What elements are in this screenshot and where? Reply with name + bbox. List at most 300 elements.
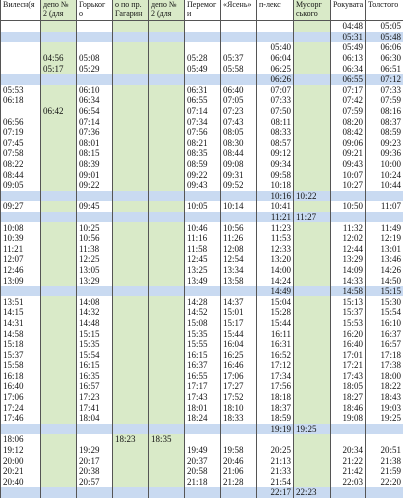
time-cell: 07:19 [1, 127, 41, 138]
time-cell: 16:31 [257, 339, 294, 350]
time-cell: 12:54 [221, 254, 257, 265]
time-cell [366, 191, 403, 202]
time-cell [149, 402, 185, 413]
time-cell [113, 233, 149, 244]
time-cell: 09:45 [77, 201, 113, 212]
time-cell: 19:08 [331, 413, 366, 424]
time-cell: 18:37 [257, 402, 294, 413]
time-cell: 18:33 [221, 413, 257, 424]
time-cell: 11:38 [77, 243, 113, 254]
time-cell: 06:54 [77, 106, 113, 117]
time-cell: 22:17 [257, 487, 294, 498]
time-cell: 11:32 [331, 222, 366, 233]
time-cell: 08:44 [1, 169, 41, 180]
time-cell [113, 392, 149, 403]
time-cell [366, 212, 403, 223]
time-cell [185, 32, 221, 43]
time-cell [294, 74, 331, 85]
time-cell [113, 307, 149, 318]
time-cell [113, 487, 149, 498]
time-cell: 21:18 [185, 477, 221, 488]
time-cell [41, 402, 77, 413]
time-cell [294, 32, 331, 43]
time-cell [149, 21, 185, 32]
time-cell: 07:33 [366, 85, 403, 96]
column-header: депо № 2 (для [149, 0, 185, 21]
time-cell: 19:12 [1, 445, 41, 456]
time-cell: 08:16 [366, 106, 403, 117]
time-cell [113, 95, 149, 106]
time-cell: 16:52 [257, 349, 294, 360]
time-cell: 18:05 [331, 381, 366, 392]
time-cell [113, 360, 149, 371]
time-cell: 13:29 [331, 254, 366, 265]
time-cell: 10:44 [366, 180, 403, 191]
time-cell: 06:34 [331, 63, 366, 74]
table-row [1, 339, 403, 350]
time-cell: 13:09 [1, 275, 41, 286]
time-cell: 09:22 [77, 180, 113, 191]
table-row [1, 265, 403, 276]
column-header: о по пр. Гагарин [113, 0, 149, 21]
time-cell [1, 424, 41, 435]
table-row [1, 243, 403, 254]
time-cell: 05:48 [366, 32, 403, 43]
time-cell: 09:01 [77, 169, 113, 180]
time-cell: 05:31 [331, 32, 366, 43]
time-cell [185, 424, 221, 435]
time-cell [294, 307, 331, 318]
time-cell [41, 42, 77, 53]
time-cell: 15:08 [185, 318, 221, 329]
time-cell: 15:01 [221, 307, 257, 318]
time-cell [221, 424, 257, 435]
time-cell: 18:18 [257, 392, 294, 403]
time-cell [149, 212, 185, 223]
time-cell: 10:46 [185, 222, 221, 233]
time-cell: 17:34 [257, 371, 294, 382]
time-cell: 14:24 [257, 275, 294, 286]
time-cell: 15:18 [1, 339, 41, 350]
time-cell: 16:55 [185, 371, 221, 382]
time-cell [113, 53, 149, 64]
time-cell: 08:35 [185, 148, 221, 159]
time-cell: 05:49 [331, 42, 366, 53]
time-cell [149, 328, 185, 339]
time-cell: 16:46 [221, 360, 257, 371]
time-cell [113, 275, 149, 286]
time-cell [331, 424, 366, 435]
time-cell: 18:00 [366, 371, 403, 382]
time-cell [41, 392, 77, 403]
time-cell [294, 455, 331, 466]
time-cell: 21:38 [366, 455, 403, 466]
table-row [1, 275, 403, 286]
time-cell [149, 371, 185, 382]
time-cell: 10:08 [1, 222, 41, 233]
time-cell [113, 413, 149, 424]
time-cell [113, 424, 149, 435]
time-cell: 08:57 [257, 138, 294, 149]
time-cell: 15:53 [331, 318, 366, 329]
time-cell [77, 32, 113, 43]
time-cell: 12:07 [1, 254, 41, 265]
time-cell [149, 381, 185, 392]
time-cell [1, 32, 41, 43]
column-header: депо № 2 (для [41, 0, 77, 21]
time-cell: 05:53 [1, 85, 41, 96]
time-cell [149, 392, 185, 403]
time-cell [149, 74, 185, 85]
time-cell: 10:00 [366, 159, 403, 170]
time-cell: 20:46 [221, 455, 257, 466]
table-row [1, 445, 403, 456]
time-cell: 14:49 [257, 286, 294, 297]
table-row [1, 307, 403, 318]
time-cell: 05:17 [41, 63, 77, 74]
table-row [1, 477, 403, 488]
time-cell: 06:25 [257, 63, 294, 74]
time-cell [221, 74, 257, 85]
time-cell [41, 254, 77, 265]
table-row [1, 318, 403, 329]
time-cell: 18:06 [1, 434, 41, 445]
time-cell [1, 191, 41, 202]
time-cell: 17:01 [331, 349, 366, 360]
time-cell: 15:15 [366, 286, 403, 297]
time-cell: 07:50 [257, 106, 294, 117]
time-cell: 07:43 [221, 116, 257, 127]
time-cell: 11:16 [185, 233, 221, 244]
table-row [1, 392, 403, 403]
time-cell: 20:17 [77, 455, 113, 466]
time-cell [294, 21, 331, 32]
table-row [1, 360, 403, 371]
time-cell [1, 42, 41, 53]
time-cell: 14:31 [1, 318, 41, 329]
time-cell: 17:21 [331, 360, 366, 371]
time-cell [113, 63, 149, 74]
time-cell [294, 148, 331, 159]
time-cell: 10:05 [185, 201, 221, 212]
time-cell: 09:06 [331, 138, 366, 149]
time-cell [113, 466, 149, 477]
time-cell: 07:23 [221, 106, 257, 117]
time-cell: 15:44 [257, 318, 294, 329]
time-cell [294, 434, 331, 445]
time-cell: 18:04 [77, 413, 113, 424]
time-cell: 16:25 [221, 349, 257, 360]
time-cell: 07:45 [1, 138, 41, 149]
time-cell [113, 106, 149, 117]
time-cell: 19:25 [294, 424, 331, 435]
time-cell [113, 222, 149, 233]
table-row [1, 296, 403, 307]
time-cell [149, 307, 185, 318]
time-cell: 20:34 [331, 445, 366, 456]
time-cell: 08:39 [77, 159, 113, 170]
time-cell [294, 349, 331, 360]
time-cell: 18:01 [185, 402, 221, 413]
time-cell [1, 286, 41, 297]
time-cell [41, 381, 77, 392]
table-row [1, 169, 403, 180]
time-cell [41, 138, 77, 149]
time-cell: 19:58 [221, 445, 257, 456]
time-cell: 15:44 [221, 328, 257, 339]
time-cell: 16:40 [331, 339, 366, 350]
time-cell [41, 74, 77, 85]
time-cell: 09:58 [257, 169, 294, 180]
time-cell: 15:13 [331, 296, 366, 307]
time-cell [41, 328, 77, 339]
time-cell: 09:43 [331, 159, 366, 170]
time-cell [185, 286, 221, 297]
time-cell: 18:10 [221, 402, 257, 413]
time-cell [294, 265, 331, 276]
column-header: Рокувата [331, 0, 366, 21]
time-cell [257, 434, 294, 445]
time-cell [221, 191, 257, 202]
time-cell [41, 318, 77, 329]
time-cell: 15:04 [257, 296, 294, 307]
time-cell: 18:43 [366, 392, 403, 403]
time-cell: 13:01 [366, 243, 403, 254]
time-cell [257, 21, 294, 32]
time-cell [41, 148, 77, 159]
time-cell [113, 254, 149, 265]
time-cell: 06:34 [77, 95, 113, 106]
time-cell: 21:42 [331, 466, 366, 477]
time-cell: 07:58 [1, 148, 41, 159]
time-cell [149, 296, 185, 307]
time-cell: 11:23 [257, 222, 294, 233]
time-cell: 10:16 [257, 191, 294, 202]
time-cell [41, 169, 77, 180]
time-cell [149, 95, 185, 106]
time-cell [221, 32, 257, 43]
time-cell [1, 106, 41, 117]
time-cell: 17:56 [257, 381, 294, 392]
time-cell [113, 349, 149, 360]
time-cell [113, 138, 149, 149]
time-cell: 08:05 [221, 127, 257, 138]
time-cell: 16:15 [77, 360, 113, 371]
column-header: «Ясень» [221, 0, 257, 21]
time-cell [41, 233, 77, 244]
table-row [1, 222, 403, 233]
time-cell: 20:37 [185, 455, 221, 466]
table-row [1, 434, 403, 445]
time-cell [221, 212, 257, 223]
table-row [1, 180, 403, 191]
time-cell [41, 296, 77, 307]
table-row [1, 424, 403, 435]
table-row [1, 85, 403, 96]
time-cell [149, 339, 185, 350]
time-cell: 16:18 [1, 371, 41, 382]
time-cell [113, 180, 149, 191]
time-cell: 06:13 [331, 53, 366, 64]
time-cell [41, 243, 77, 254]
time-cell [41, 445, 77, 456]
time-cell: 18:23 [113, 434, 149, 445]
time-cell: 10:22 [294, 191, 331, 202]
time-cell [41, 434, 77, 445]
time-cell: 09:23 [366, 138, 403, 149]
time-cell: 13:25 [185, 265, 221, 276]
column-header: Горьког о [77, 0, 113, 21]
time-cell: 06:04 [257, 53, 294, 64]
time-cell [41, 371, 77, 382]
time-cell: 15:58 [1, 360, 41, 371]
time-cell [185, 212, 221, 223]
time-cell: 08:37 [366, 116, 403, 127]
time-cell: 05:58 [221, 63, 257, 74]
time-cell [294, 159, 331, 170]
time-cell: 10:56 [77, 233, 113, 244]
column-header: Мусорг ського [294, 0, 331, 21]
table-row [1, 212, 403, 223]
time-cell: 07:59 [331, 106, 366, 117]
time-cell [149, 413, 185, 424]
time-cell [113, 191, 149, 202]
time-cell [1, 74, 41, 85]
time-cell [149, 424, 185, 435]
time-cell [113, 445, 149, 456]
time-cell: 07:33 [257, 95, 294, 106]
column-header: п-лекс [257, 0, 294, 21]
time-cell [149, 254, 185, 265]
time-cell: 11:26 [221, 233, 257, 244]
time-cell [331, 487, 366, 498]
time-cell: 10:41 [257, 201, 294, 212]
time-cell [149, 106, 185, 117]
time-cell: 12:02 [331, 233, 366, 244]
column-header: Перемог и [185, 0, 221, 21]
time-cell: 06:31 [185, 85, 221, 96]
time-cell: 13:49 [185, 275, 221, 286]
time-cell: 15:37 [1, 349, 41, 360]
time-cell [41, 116, 77, 127]
time-cell [41, 265, 77, 276]
table-row [1, 106, 403, 117]
time-cell: 07:34 [185, 116, 221, 127]
time-cell [1, 21, 41, 32]
time-cell: 17:24 [1, 402, 41, 413]
time-cell [294, 201, 331, 212]
time-cell: 14:26 [366, 265, 403, 276]
time-cell [1, 212, 41, 223]
time-cell [331, 191, 366, 202]
time-cell: 12:25 [77, 254, 113, 265]
time-cell [149, 318, 185, 329]
time-cell: 11:49 [366, 222, 403, 233]
time-cell [41, 487, 77, 498]
time-cell: 08:30 [221, 138, 257, 149]
time-cell: 09:27 [1, 201, 41, 212]
time-cell [41, 466, 77, 477]
time-cell: 20:21 [1, 466, 41, 477]
time-cell [113, 127, 149, 138]
time-cell: 21:59 [366, 466, 403, 477]
time-cell: 11:53 [257, 233, 294, 244]
time-cell: 14:52 [185, 307, 221, 318]
time-cell [41, 477, 77, 488]
table-row [1, 116, 403, 127]
time-cell [149, 265, 185, 276]
time-cell: 04:56 [41, 53, 77, 64]
time-cell [149, 148, 185, 159]
time-cell: 15:37 [331, 307, 366, 318]
time-cell [294, 85, 331, 96]
time-cell [113, 212, 149, 223]
time-cell: 09:22 [185, 169, 221, 180]
time-cell: 17:06 [1, 392, 41, 403]
table-row [1, 233, 403, 244]
time-cell: 10:18 [257, 180, 294, 191]
time-cell [149, 275, 185, 286]
schedule-body [1, 21, 403, 498]
time-cell [113, 148, 149, 159]
time-cell: 21:06 [221, 466, 257, 477]
time-cell: 11:21 [257, 212, 294, 223]
time-cell [149, 286, 185, 297]
time-cell [113, 169, 149, 180]
time-cell: 06:40 [221, 85, 257, 96]
time-cell [77, 286, 113, 297]
time-cell: 16:37 [366, 328, 403, 339]
time-cell [294, 222, 331, 233]
time-cell [77, 42, 113, 53]
time-cell [41, 212, 77, 223]
time-cell [1, 53, 41, 64]
time-cell [113, 381, 149, 392]
time-cell [294, 95, 331, 106]
time-cell: 12:33 [257, 243, 294, 254]
time-cell [41, 127, 77, 138]
column-header: Толстого [366, 0, 403, 21]
time-cell [294, 116, 331, 127]
time-cell: 21:54 [257, 477, 294, 488]
time-cell: 20:00 [1, 455, 41, 466]
time-cell: 07:56 [185, 127, 221, 138]
time-cell [77, 191, 113, 202]
time-cell [41, 159, 77, 170]
time-cell: 10:25 [77, 222, 113, 233]
time-cell [294, 318, 331, 329]
time-cell: 10:39 [1, 233, 41, 244]
time-cell: 07:12 [366, 74, 403, 85]
time-cell: 17:38 [366, 360, 403, 371]
time-cell [185, 191, 221, 202]
time-cell: 10:14 [221, 201, 257, 212]
time-cell [113, 296, 149, 307]
time-cell: 10:24 [366, 169, 403, 180]
time-cell: 16:20 [331, 328, 366, 339]
time-cell: 05:49 [185, 63, 221, 74]
time-cell [41, 95, 77, 106]
time-cell [41, 180, 77, 191]
time-cell: 13:51 [1, 296, 41, 307]
time-cell [185, 434, 221, 445]
time-cell [294, 106, 331, 117]
time-cell [221, 21, 257, 32]
time-cell: 16:15 [185, 349, 221, 360]
time-cell [113, 159, 149, 170]
time-cell: 07:42 [331, 95, 366, 106]
time-cell: 08:20 [331, 116, 366, 127]
